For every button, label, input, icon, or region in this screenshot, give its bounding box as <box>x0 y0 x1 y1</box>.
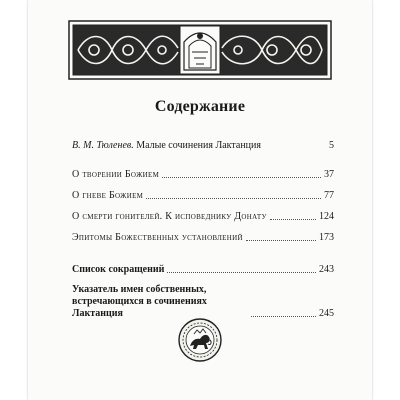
toc-page-number: 243 <box>319 264 334 275</box>
contents-heading: Содержание <box>154 98 246 115</box>
toc-page-number: 124 <box>319 211 334 222</box>
toc-entry-author: В. М. Тюленев. <box>72 140 134 151</box>
toc-entry <box>72 284 334 320</box>
dot-leader <box>167 272 316 273</box>
toc-entry-label <box>72 140 261 152</box>
toc-entry <box>72 211 334 223</box>
decorative-headpiece-icon <box>68 20 332 80</box>
toc-page-number: 37 <box>324 169 334 180</box>
dot-leader <box>251 316 316 317</box>
toc-entry-title: Малые сочинения Лактанция <box>133 140 261 151</box>
toc-entry-title: Эпитомы Божественных установлений <box>72 232 243 243</box>
dot-leader <box>246 240 316 241</box>
toc-entry-title: О смерти гонителей. К исповеднику Донату <box>72 211 267 222</box>
toc-entry-title: Список сокращений <box>72 264 165 275</box>
toc-page-number: 173 <box>319 232 334 243</box>
toc-page-number: 5 <box>329 140 334 151</box>
toc-entry-title: Указатель имен собственных, встречающихся в сочинениях Лактанция <box>72 284 207 319</box>
toc-page-number: 77 <box>324 190 334 201</box>
toc-entry <box>72 190 334 202</box>
toc-entry-title: О творении Божием <box>72 169 160 180</box>
toc-page-number: 245 <box>319 308 334 319</box>
book-page <box>28 0 372 400</box>
lion-medallion-icon <box>178 318 222 362</box>
toc-entry <box>72 169 334 181</box>
toc-entry <box>72 140 334 152</box>
toc-entry <box>72 264 334 276</box>
toc-entry <box>72 232 334 244</box>
toc-entry-title: О гневе Божием <box>72 190 144 201</box>
dot-leader <box>270 219 316 220</box>
dot-leader <box>146 198 321 199</box>
dot-leader <box>162 177 321 178</box>
